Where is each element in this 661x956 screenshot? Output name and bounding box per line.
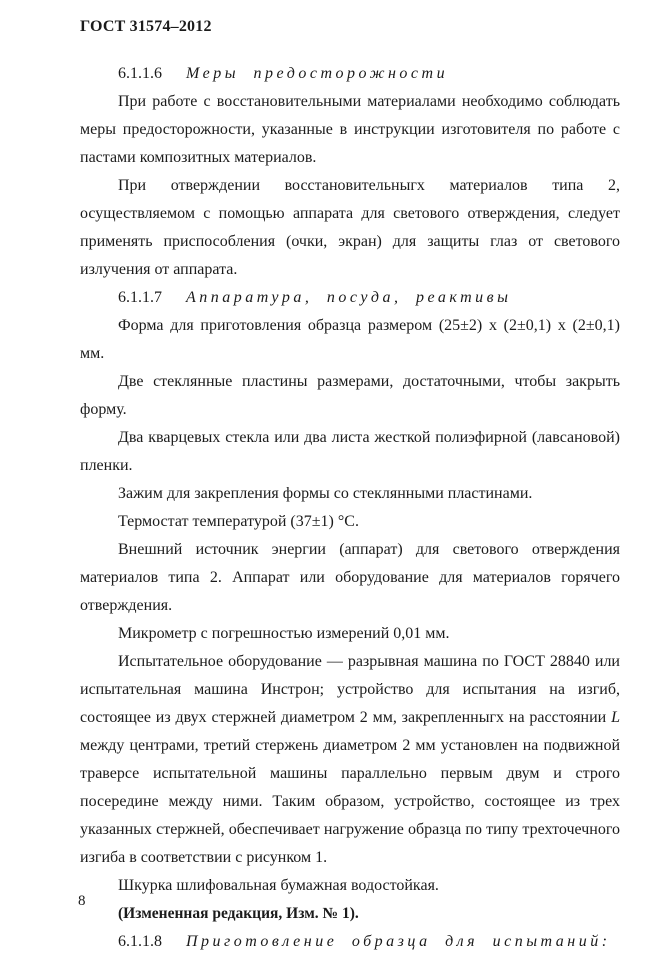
paragraph-line: посередине между ними. Таким образом, устройство, состоящее из трех bbox=[80, 793, 620, 810]
heading-title: Приготовление образца для испытаний: bbox=[186, 933, 611, 950]
paragraph-line: отверждения. bbox=[80, 597, 173, 614]
paragraph-line: Два кварцевых стекла или два листа жесткой полиэфирной (лавсановой) bbox=[118, 429, 620, 446]
paragraph-line: Зажим для закрепления формы со стеклянными пластинами. bbox=[118, 485, 533, 502]
paragraph-safety-2 bbox=[80, 172, 620, 284]
paragraph-line: меры предосторожности, указанные в инструкции изготовителя по работе с bbox=[80, 121, 620, 138]
paragraph-line: Микрометр с погрешностью измерений 0,01 мм. bbox=[118, 625, 450, 642]
distance-symbol: L bbox=[611, 709, 621, 726]
paragraph-line: испытательная машина Инстрон; устройство для испытания на изгиб, bbox=[80, 681, 620, 698]
paragraph-clamp bbox=[80, 480, 620, 508]
paragraph-sandpaper bbox=[80, 872, 620, 900]
paragraph-line: применять приспособления (очки, экран) для защиты глаз от светового bbox=[80, 233, 620, 250]
standard-designation: ГОСТ 31574–2012 bbox=[80, 18, 212, 35]
paragraph-amendment-note bbox=[80, 900, 620, 928]
paragraph-safety-1 bbox=[80, 88, 620, 172]
paragraph-line: траверсе испытательной машины параллельно первым двум и строго bbox=[80, 765, 620, 782]
paragraph-line: Испытательное оборудование — разрывная машина по ГОСТ 28840 или bbox=[118, 653, 620, 670]
paragraph-line: пастами композитных материалов. bbox=[80, 149, 317, 166]
paragraph-line bbox=[80, 704, 620, 732]
paragraph-line: указанных стержней, обеспечивает нагружение образца по типу трехточечного bbox=[80, 821, 620, 838]
paragraph-glass-plates bbox=[80, 368, 620, 424]
paragraph-quartz-glass bbox=[80, 424, 620, 480]
amendment-note: (Измененная редакция, Изм. № 1). bbox=[118, 905, 359, 922]
paragraph-line: между центрами, третий стержень диаметром 2 мм установлен на подвижной bbox=[80, 737, 620, 754]
heading-number: 6.1.1.7 bbox=[118, 289, 162, 306]
paragraph-line: изгиба в соответствии с рисунком 1. bbox=[80, 849, 328, 866]
page-number: 8 bbox=[78, 893, 86, 909]
paragraph-line: Форма для приготовления образца размером (25±2) х (2±0,1) х (2±0,1) мм. bbox=[80, 317, 620, 362]
paragraph-energy-source bbox=[80, 536, 620, 620]
section-heading-safety bbox=[80, 60, 620, 88]
document-body bbox=[80, 60, 620, 956]
paragraph-line: Две стеклянные пластины размерами, достаточными, чтобы закрыть bbox=[118, 373, 620, 390]
paragraph-thermostat bbox=[80, 508, 620, 536]
paragraph-line: излучения от аппарата. bbox=[80, 261, 238, 278]
paragraph-test-equipment bbox=[80, 648, 620, 872]
paragraph-line: материалов типа 2. Аппарат или оборудование для материалов горячего bbox=[80, 569, 620, 586]
paragraph-mold bbox=[80, 312, 620, 368]
paragraph-micrometer bbox=[80, 620, 620, 648]
paragraph-line: Внешний источник энергии (аппарат) для светового отверждения bbox=[118, 541, 620, 558]
paragraph-line: Шкурка шлифовальная бумажная водостойкая. bbox=[118, 877, 439, 894]
heading-number: 6.1.1.6 bbox=[118, 65, 162, 82]
heading-title: Аппаратура, посуда, реактивы bbox=[186, 289, 512, 306]
paragraph-line: При отверждении восстановительныгх материалов типа 2, bbox=[118, 177, 620, 194]
heading-title: Меры предосторожности bbox=[186, 65, 449, 82]
paragraph-line: форму. bbox=[80, 401, 127, 418]
paragraph-line: Термостат температурой (37±1) °С. bbox=[118, 513, 359, 530]
section-heading-preparation bbox=[80, 928, 620, 956]
heading-number: 6.1.1.8 bbox=[118, 933, 162, 950]
paragraph-line: осуществляемом с помощью аппарата для светового отверждения, следует bbox=[80, 205, 620, 222]
paragraph-line: При работе с восстановительными материалами необходимо соблюдать bbox=[118, 93, 620, 110]
section-heading-apparatus bbox=[80, 284, 620, 312]
paragraph-line-text: состоящее из двух стержней диаметром 2 мм, закрепленныгх на расстоянии bbox=[80, 709, 607, 726]
paragraph-line: пленки. bbox=[80, 457, 133, 474]
